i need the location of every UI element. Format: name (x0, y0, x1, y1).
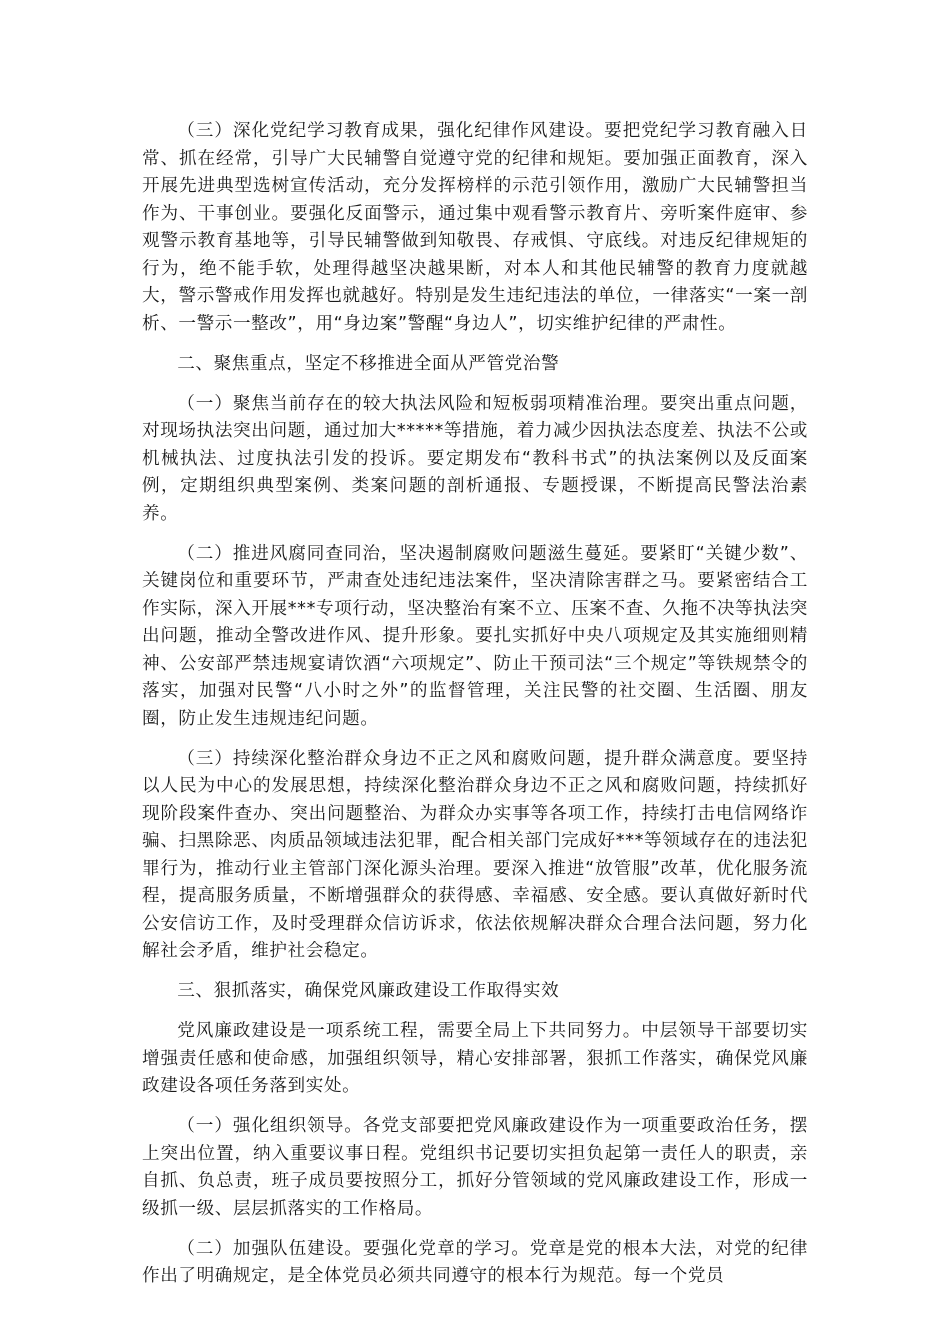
para-section3-item1: （一）强化组织领导。各党支部要把党风廉政建设作为一项重要政治任务，摆上突出位置，纳入重要议事日程。党组织书记要切实担负起第一责任人的职责，亲自抓、负总责，班子成员要按照分工，抓好分管领域的党风廉政建设工作，形成一级抓一级、层层抓落实的工作格局。 (142, 1116, 808, 1219)
para-section2-item2: （二）推进风腐同查同治，坚决遏制腐败问题滋生蔓延。要紧盯“关键少数”、关键岗位和重要环节，严肃查处违纪违法案件，坚决清除害群之马。要紧密结合工作实际，深入开展***专项行动，坚决整治有案不立、压案不查、久拖不决等执法突出问题，推动全警改进作风、提升形象。要扎实抓好中央八项规定及其实施细则精神、公安部严禁违规宴请饮酒“六项规定”、防止干预司法“三个规定”等铁规禁令的落实，加强对民警“八小时之外”的监督管理，关注民警的社交圈、生活圈、朋友圈，防止发生违规违纪问题。 (142, 543, 808, 729)
document-page (142, 118, 808, 1303)
heading-section2: 二、聚焦重点，坚定不移推进全面从严管党治警 (177, 353, 560, 374)
para-section3-item2: （二）加强队伍建设。要强化党章的学习。党章是党的根本大法，对党的纪律作出了明确规定，是全体党员必须共同遵守的根本行为规范。每一个党员 (142, 1238, 808, 1286)
para-section2-item1: （一）聚焦当前存在的较大执法风险和短板弱项精准治理。要突出重点问题，对现场执法突出问题，通过加大*****等措施，着力减少因执法态度差、执法不公或机械执法、过度执法引发的投诉。要定期发布“教科书式”的执法案例以及反面案例，定期组织典型案例、类案问题的剖析通报、专题授课，不断提高民警法治素养。 (142, 393, 808, 524)
para-section2-item3: （三）持续深化整治群众身边不正之风和腐败问题，提升群众满意度。要坚持以人民为中心的发展思想，持续深化整治群众身边不正之风和腐败问题，持续抓好现阶段案件查办、突出问题整治、为群众办实事等各项工作，持续打击电信网络诈骗、扫黑除恶、肉质品领域违法犯罪，配合相关部门完成好***等领域存在的违法犯罪行为，推动行业主管部门深化源头治理。要深入推进“放管服”改革，优化服务流程，提高服务质量，不断增强群众的获得感、幸福感、安全感。要认真做好新时代公安信访工作，及时受理群众信访诉求，依法依规解决群众合理合法问题，努力化解社会矛盾，维护社会稳定。 (142, 748, 808, 961)
heading-section3: 三、狠抓落实，确保党风廉政建设工作取得实效 (177, 981, 560, 1001)
para-section1-item3: （三）深化党纪学习教育成果，强化纪律作风建设。要把党纪学习教育融入日常、抓在经常，引导广大民辅警自觉遵守党的纪律和规矩。要加强正面教育，深入开展先进典型选树宣传活动，充分发挥榜样的示范引领作用，激励广大民辅警担当作为、干事创业。要强化反面警示，通过集中观看警示教育片、旁听案件庭审、参观警示教育基地等，引导民辅警做到知敬畏、存戒惧、守底线。对违反纪律规矩的行为，绝不能手软，处理得越坚决越果断，对本人和其他民辅警的教育力度就越大，警示警戒作用发挥也就越好。特别是发生违纪违法的单位，一律落实“一案一剖析、一警示一整改”，用“身边案”警醒“身边人”，切实维护纪律的严肃性。 (142, 121, 808, 334)
para-section3-intro: 党风廉政建设是一项系统工程，需要全局上下共同努力。中层领导干部要切实增强责任感和使命感，加强组织领导，精心安排部署，狠抓工作落实，确保党风廉政建设各项任务落到实处。 (142, 1021, 808, 1096)
